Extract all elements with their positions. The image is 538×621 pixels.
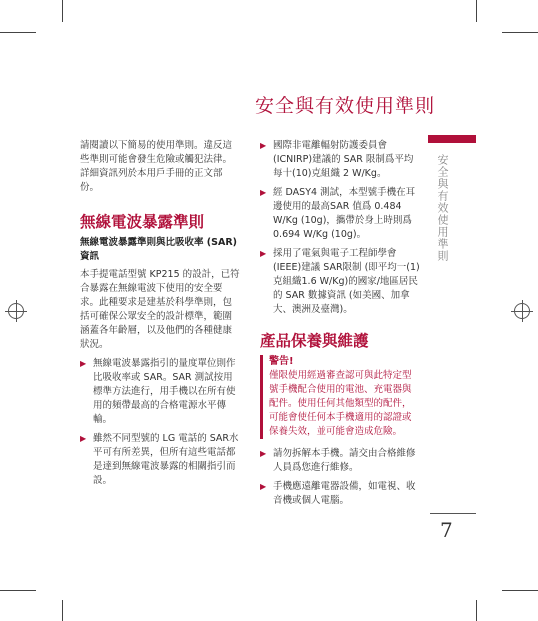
bullet-arrow-icon: ▶ [260, 482, 267, 491]
crop-mark [62, 0, 63, 22]
intro-paragraph: 請閱讀以下簡易的使用準則。違反這些準則可能會發生危險或觸犯法律。詳細資訊列於本用戶手冊的正文部份。 [80, 140, 233, 193]
crop-mark [502, 32, 538, 33]
bullet-arrow-icon: ▶ [260, 249, 267, 258]
page-number-rule [430, 513, 476, 514]
side-tab-label: 安全與有效使用準則 [436, 154, 449, 262]
crop-mark [0, 590, 36, 591]
right-column [260, 139, 420, 508]
left-column [80, 139, 240, 488]
subsection-title-sar: 無線電波暴露準則與比吸收率 (SAR)資訊 [80, 237, 238, 262]
sar-bullet-list [80, 357, 240, 488]
list-item: ▶ 採用了電氣與電子工程師學會 (IEEE)建議 SAR限制 (即平均一(1)克組織1.6 W/Kg)的國家/地區居民的 SAR 數據資訊 (如美國、加拿大、澳洲及臺灣)。 [260, 248, 420, 315]
list-item: ▶ 無線電波暴露指引的量度單位則作比吸收率或 SAR。SAR 測試按用標準方法進行，用手機以在所有使用的頻帶最高的合格電源水平傳輸。 [80, 358, 236, 425]
bullet-arrow-icon: ▶ [80, 359, 87, 368]
warning-text: 僅限使用經過審查認可與此特定型號手機配合使用的電池、充電器與配件。使用任何其他類型的配件，可能會使任何本手機適用的認證或保養失效，並可能會造成危險。 [269, 370, 412, 437]
bullet-arrow-icon: ▶ [80, 434, 87, 443]
care-bullet-list [260, 447, 420, 508]
list-item: ▶ 雖然不同型號的 LG 電話的 SAR水平可有所差異，但所有這些電話都是達到無線電波暴露的相關指引而設。 [80, 433, 239, 486]
list-item: ▶ 請勿拆解本手機。請交由合格維修人員爲您進行維修。 [260, 448, 416, 473]
registration-mark [514, 303, 530, 319]
crop-mark [0, 32, 36, 33]
sar-limit-bullet-list [260, 139, 420, 317]
list-item: ▶ 手機應遠離電器設備，如電視、收音機或個人電腦。 [260, 481, 416, 506]
crop-mark [476, 0, 477, 22]
crop-mark [62, 600, 63, 621]
warning-box [260, 355, 420, 439]
bullet-arrow-icon: ▶ [260, 188, 267, 197]
list-item: ▶ 國際非電離輻射防護委員會 (ICNIRP)建議的 SAR 限制爲平均每十(10)克組織 2 W/Kg。 [260, 140, 414, 179]
page-number: 7 [440, 518, 453, 542]
bullet-arrow-icon: ▶ [260, 141, 267, 150]
section-title-rf: 無線電波暴露準則 [80, 213, 205, 231]
warning-title: 警告! [269, 356, 294, 367]
bullet-arrow-icon: ▶ [260, 449, 267, 458]
crop-mark [502, 590, 538, 591]
side-tab-bar [428, 135, 476, 143]
rf-body-paragraph: 本手提電話型號 KP215 的設計，已符合暴露在無線電波下使用的安全要求。此種要求是建基於科學準則，包括可確保公眾安全的設計標準，範圍涵蓋各年齡層，以及他們的各種健康狀況。 [80, 269, 240, 350]
crop-mark [476, 600, 477, 621]
page-title: 安全與有效使用準則 [255, 95, 436, 117]
list-item: ▶ 經 DASY4 測試，本型號手機在耳邊使用的最高SAR 值爲 0.484 W/Kg (10g)，攜帶於身上時則爲 0.694 W/Kg (10g)。 [260, 187, 416, 240]
registration-mark [8, 303, 24, 319]
section-title-care: 產品保養與維護 [260, 332, 369, 350]
